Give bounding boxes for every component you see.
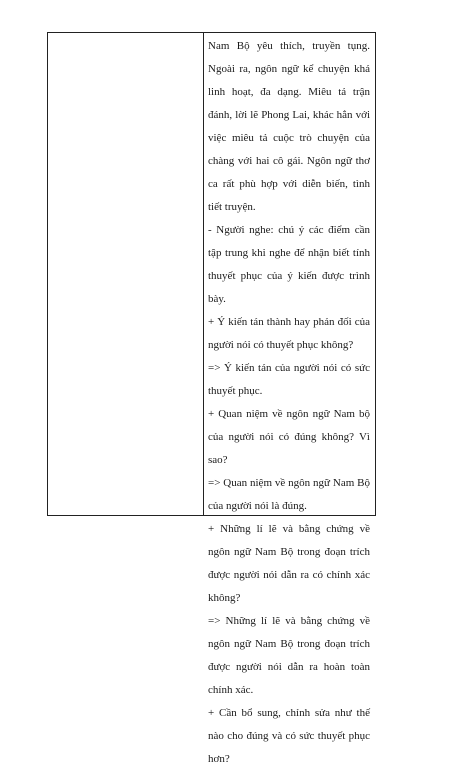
paragraph-answer-evidence: => Những lí lẽ và bằng chứng về ngôn ngữ Nam Bộ trong đoạn trích được người nói dẫn ra hoàn toàn chính xác. [208, 615, 370, 696]
paragraph-question-agreement: + Ý kiến tán thành hay phản đối của người nói có thuyết phục không? [208, 316, 370, 351]
paragraph-answer-concept: => Quan niệm về ngôn ngữ Nam Bộ của người nói là đúng. [208, 477, 370, 512]
paragraph-question-concept: + Quan niệm về ngôn ngữ Nam bộ của người nói có đúng không? Vì sao? [208, 408, 370, 466]
paragraph-question-revision: + Cần bổ sung, chỉnh sửa như thế nào cho đúng và có sức thuyết phục hơn? [208, 707, 370, 765]
paragraph-question-evidence: + Những lí lẽ và bằng chứng về ngôn ngữ Nam Bộ trong đoạn trích được người nói dẫn ra có chính xác không? [208, 523, 370, 604]
table-cell-right [204, 33, 375, 765]
paragraph-narrative-language: Nam Bộ yêu thích, truyền tụng. Ngoài ra, ngôn ngữ kể chuyện khá linh hoạt, đa dạng. Miêu tả trận đánh, lời lẽ Phong Lai, khác hẳn với việc miêu tả cuộc trò chuyện của chàng với hai cô gái. Ngôn ngữ thơ ca rất phù hợp với diễn biến, tình tiết truyện. [208, 40, 370, 213]
paragraph-listener-note: - Người nghe: chú ý các điểm cần tập trung khi nghe để nhận biết tính thuyết phục của ý kiến được trình bày. [208, 224, 370, 305]
paragraph-answer-agreement: => Ý kiến tán của người nói có sức thuyết phục. [208, 362, 370, 397]
content-table [47, 32, 376, 765]
table-cell-left [48, 33, 204, 515]
